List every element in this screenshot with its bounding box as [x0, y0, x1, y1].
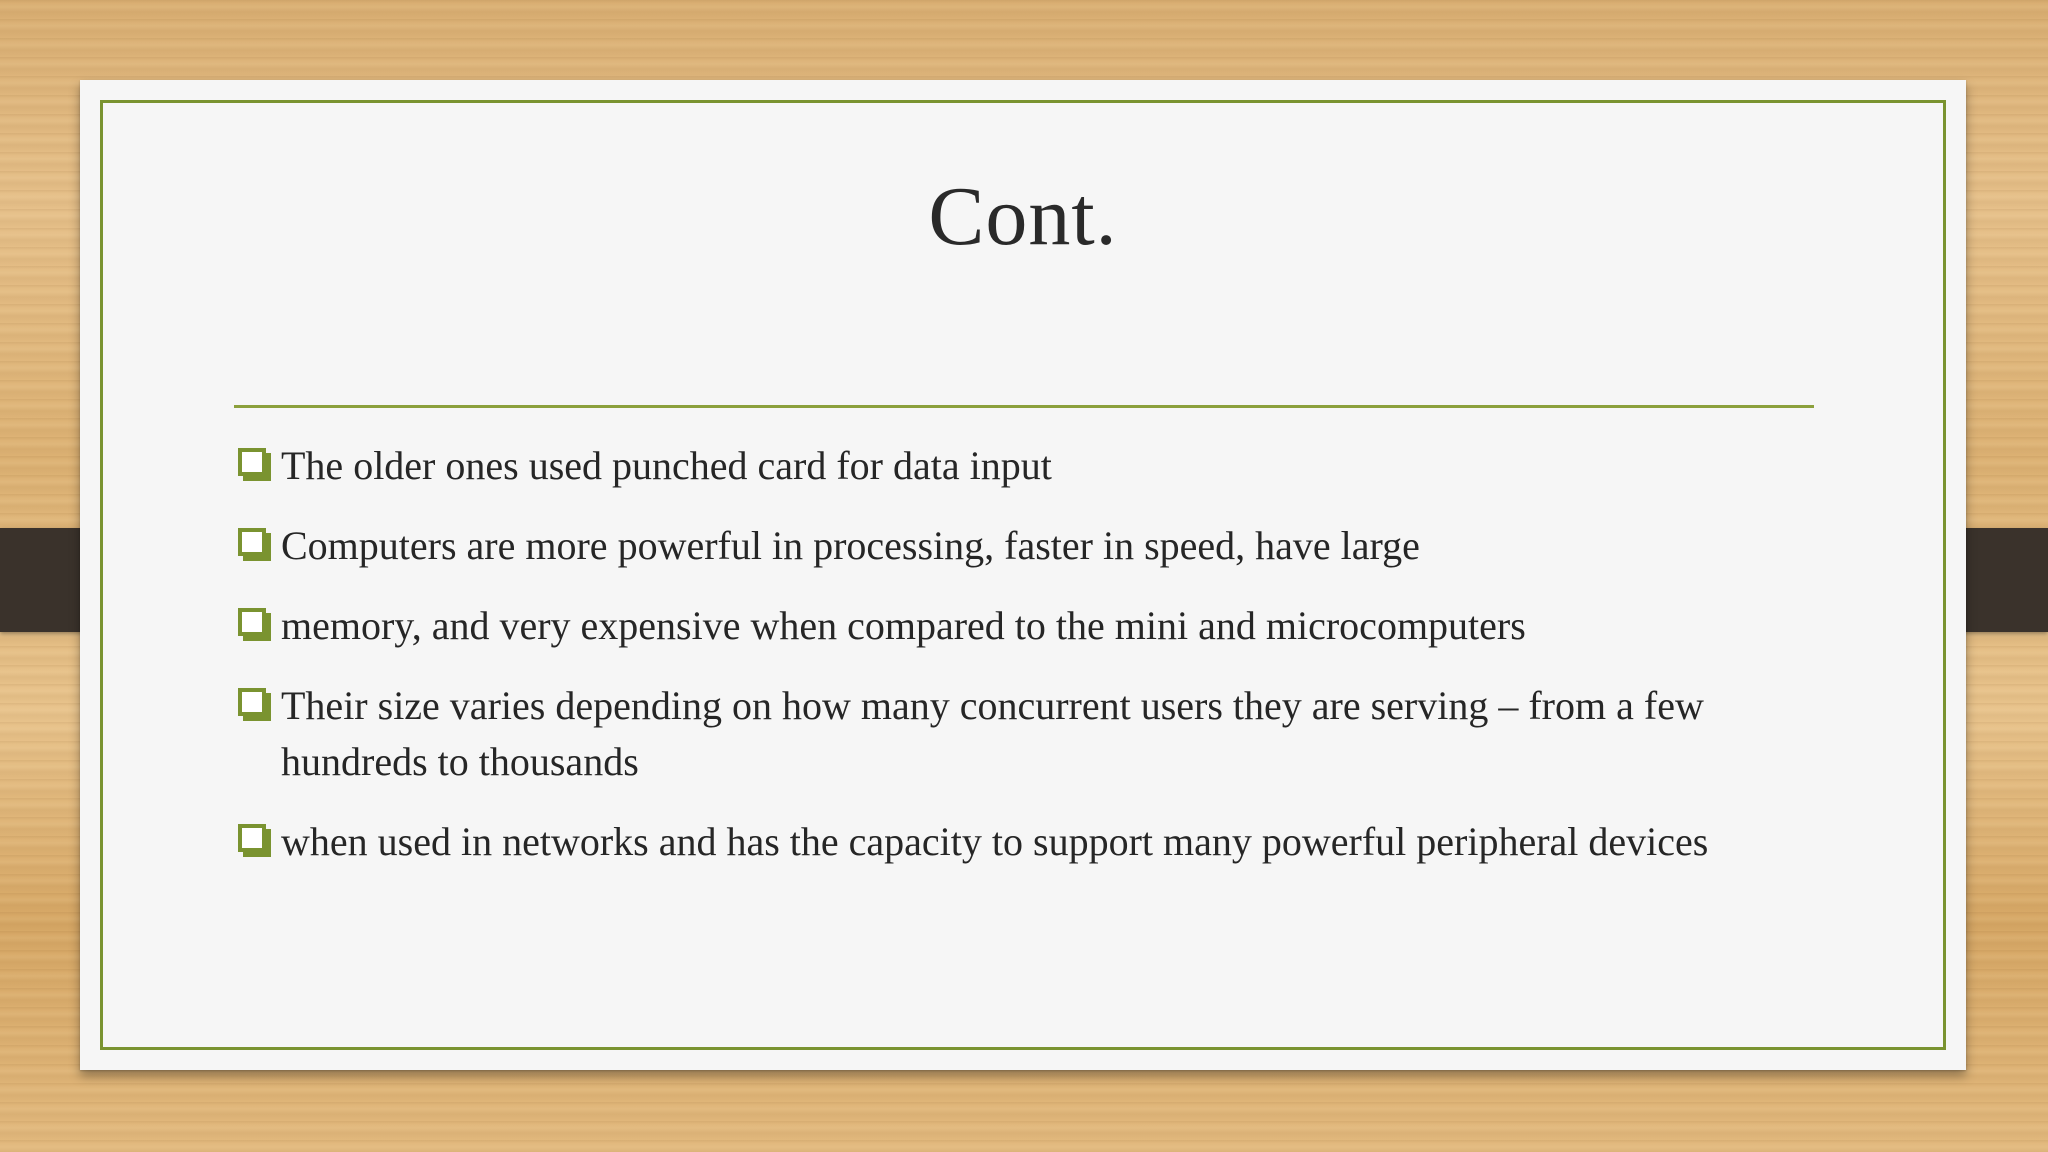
title-divider — [234, 405, 1814, 408]
bullet-list — [236, 438, 1836, 894]
bullet-text: memory, and very expensive when compared to the mini and microcomputers — [281, 603, 1526, 648]
bullet-item — [236, 438, 1836, 494]
checkbox-bullet-icon — [238, 528, 266, 556]
bullet-text: Computers are more powerful in processing, faster in speed, have large — [281, 523, 1420, 568]
slide-title: Cont. — [928, 170, 1118, 263]
checkbox-bullet-icon — [238, 824, 266, 852]
bullet-item — [236, 678, 1836, 790]
checkbox-bullet-icon — [238, 448, 266, 476]
checkbox-bullet-icon — [238, 608, 266, 636]
bullet-item — [236, 518, 1836, 574]
bullet-text: The older ones used punched card for data input — [281, 443, 1052, 488]
slide — [80, 80, 1966, 1070]
bullet-item — [236, 814, 1836, 870]
bullet-text: Their size varies depending on how many concurrent users they are serving – from a few hundreds to thousands — [281, 683, 1704, 784]
checkbox-bullet-icon — [238, 688, 266, 716]
bullet-text: when used in networks and has the capacity to support many powerful peripheral devices — [281, 819, 1709, 864]
bullet-item — [236, 598, 1836, 654]
